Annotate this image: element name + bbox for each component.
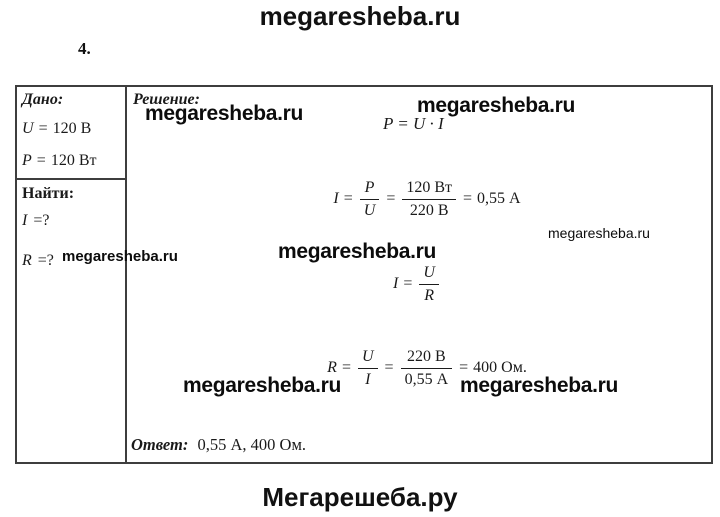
current-calculation bbox=[312, 175, 542, 223]
value-u: 120 В bbox=[52, 120, 92, 137]
var-u: U bbox=[22, 120, 34, 137]
ohm-law-formula bbox=[352, 259, 482, 309]
answer-line bbox=[131, 435, 306, 455]
fraction-symbolic bbox=[358, 348, 378, 389]
find-row-r bbox=[22, 251, 54, 270]
fraction-denominator: R bbox=[424, 286, 435, 304]
watermark-left-column: megaresheba.ru bbox=[62, 248, 178, 265]
formula-lhs: I bbox=[333, 190, 339, 207]
fraction-numerator: 120 Вт bbox=[402, 179, 456, 200]
var-p: P bbox=[22, 152, 32, 169]
power-formula bbox=[383, 114, 444, 134]
watermark-middle-right: megaresheba.ru bbox=[548, 225, 650, 241]
fraction-denominator: 220 В bbox=[409, 201, 449, 219]
fraction-denominator: I bbox=[365, 370, 371, 388]
equals-sign: = bbox=[343, 190, 353, 207]
formula-lhs: P bbox=[383, 114, 394, 133]
equals-sign: = bbox=[36, 152, 46, 169]
given-label: Дано: bbox=[22, 91, 64, 108]
site-footer: Мегарешеба.ру bbox=[262, 482, 458, 512]
equals-sign: = bbox=[398, 114, 408, 133]
fraction-numerator: 220 В bbox=[401, 348, 453, 369]
equals-question: =? bbox=[33, 212, 50, 229]
fraction-numerator: P bbox=[360, 179, 380, 200]
fraction-numerator: U bbox=[358, 348, 378, 369]
find-label: Найти: bbox=[22, 185, 75, 202]
watermark-solution-right: megaresheba.ru bbox=[417, 94, 576, 117]
watermark-middle-center: megaresheba.ru bbox=[278, 240, 437, 263]
find-row-i bbox=[22, 211, 49, 230]
equals-sign: = bbox=[341, 359, 351, 376]
given-find-divider bbox=[17, 178, 125, 180]
equals-sign: = bbox=[38, 120, 48, 137]
equals-sign: = bbox=[403, 275, 413, 292]
fraction-denominator: 0,55 А bbox=[404, 370, 449, 388]
given-row-u bbox=[22, 119, 91, 138]
equals-sign: = bbox=[463, 190, 473, 207]
fraction-numerator: U bbox=[419, 264, 439, 285]
equals-sign: = bbox=[386, 190, 396, 207]
problem-number: 4. bbox=[78, 39, 91, 58]
column-divider bbox=[125, 87, 127, 462]
formula-result: 0,55 А bbox=[477, 190, 521, 207]
equals-question: =? bbox=[37, 252, 54, 269]
var-r: R bbox=[22, 252, 32, 269]
formula-lhs: I bbox=[393, 275, 399, 292]
equals-sign: = bbox=[384, 359, 394, 376]
solution-table bbox=[15, 85, 713, 464]
solution-label: Решение: bbox=[133, 91, 200, 108]
formula-rhs: U · I bbox=[412, 114, 444, 133]
watermark-bottom-right: megaresheba.ru bbox=[460, 374, 619, 397]
answer-label: Ответ: bbox=[131, 435, 189, 454]
watermark-solution-left: megaresheba.ru bbox=[145, 102, 304, 125]
fraction-symbolic bbox=[360, 179, 380, 220]
fraction-symbolic bbox=[419, 264, 439, 305]
equals-sign: = bbox=[459, 359, 469, 376]
answer-value: 0,55 А, 400 Ом. bbox=[197, 435, 307, 454]
fraction-values bbox=[401, 348, 453, 389]
watermark-bottom-left: megaresheba.ru bbox=[183, 374, 342, 397]
formula-lhs: R bbox=[327, 359, 337, 376]
formula-result: 400 Ом. bbox=[473, 359, 527, 376]
fraction-denominator: U bbox=[363, 201, 376, 219]
value-p: 120 Вт bbox=[50, 152, 97, 169]
fraction-values bbox=[402, 179, 456, 220]
site-header-watermark: megaresheba.ru bbox=[259, 1, 461, 31]
var-i: I bbox=[22, 212, 28, 229]
given-row-p bbox=[22, 151, 96, 170]
